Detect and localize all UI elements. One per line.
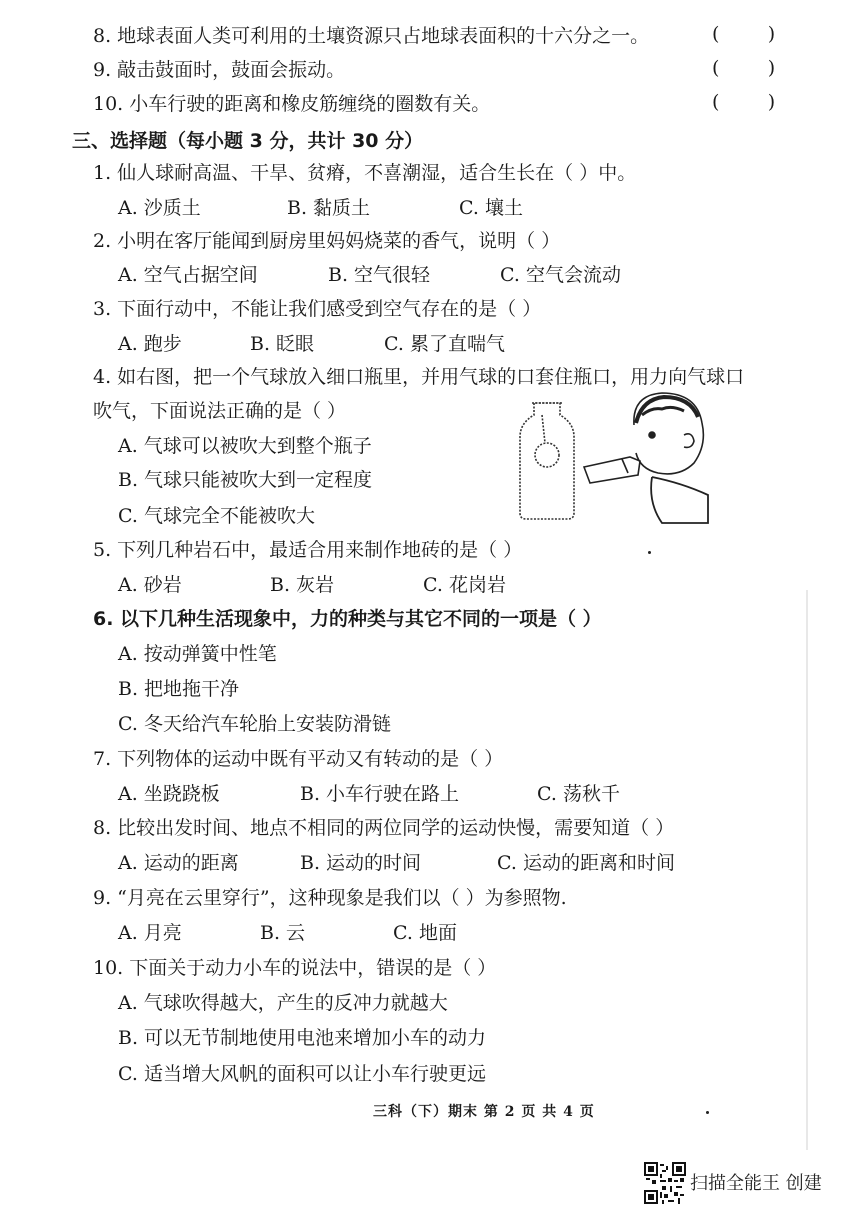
q4-option-c: C. 气球完全不能被吹大 xyxy=(118,505,315,527)
question-2: 2. 小明在客厅能闻到厨房里妈妈烧菜的香气，说明（ ） xyxy=(93,230,561,252)
q9-option-b: B. 云 xyxy=(260,922,306,944)
question-1: 1. 仙人球耐高温、干旱、贫瘠，不喜潮湿，适合生长在（ ）中。 xyxy=(93,162,637,184)
q2-option-b: B. 空气很轻 xyxy=(328,264,431,286)
question-10: 10. 下面关于动力小车的说法中，错误的是（ ） xyxy=(93,957,497,979)
q9-option-c: C. 地面 xyxy=(393,922,457,944)
qr-code-icon xyxy=(644,1162,686,1204)
q4-option-a: A. 气球可以被吹大到整个瓶子 xyxy=(118,435,372,457)
q8-option-b: B. 运动的时间 xyxy=(300,852,422,874)
q10-option-b: B. 可以无节制地使用电池来增加小车的动力 xyxy=(118,1027,487,1049)
q2-option-a: A. 空气占据空间 xyxy=(118,264,258,286)
tf-item-9: 9. 敲击鼓面时，鼓面会振动。 xyxy=(93,59,346,81)
question-9: 9. “月亮在云里穿行”，这种现象是我们以（ ）为参照物. xyxy=(93,887,567,909)
q1-option-c: C. 壤土 xyxy=(459,197,523,219)
tf-item-8: 8. 地球表面人类可利用的土壤资源只占地球表面积的十六分之一。 xyxy=(93,25,650,47)
q7-option-c: C. 荡秋千 xyxy=(537,783,620,805)
q3-option-c: C. 累了直喘气 xyxy=(384,333,505,355)
q6-option-a: A. 按动弹簧中性笔 xyxy=(118,643,277,665)
question-3: 3. 下面行动中，不能让我们感受到空气存在的是（ ） xyxy=(93,298,542,320)
q8-option-c: C. 运动的距离和时间 xyxy=(497,852,675,874)
q5-option-a: A. 砂岩 xyxy=(118,574,182,596)
question-6: 6. 以下几种生活现象中，力的种类与其它不同的一项是（ ） xyxy=(93,608,602,630)
q10-option-c: C. 适当增大风帆的面积可以让小车行驶更远 xyxy=(118,1063,486,1085)
tf-answer-blank-9: ( ) xyxy=(712,57,776,79)
scan-speck xyxy=(706,1111,709,1114)
tf-item-10: 10. 小车行驶的距离和橡皮筋缠绕的圈数有关。 xyxy=(93,93,491,115)
bottle-balloon-illustration xyxy=(512,385,712,525)
q7-option-a: A. 坐跷跷板 xyxy=(118,783,220,805)
tf-answer-blank-10: ( ) xyxy=(712,91,776,113)
page-footer: 三科（下）期末 第 2 页 共 4 页 xyxy=(373,1104,595,1120)
q3-option-b: B. 眨眼 xyxy=(250,333,315,355)
section-heading: 三、选择题（每小题 3 分，共计 30 分） xyxy=(72,130,424,152)
scan-edge-line xyxy=(806,590,808,1150)
question-5: 5. 下列几种岩石中，最适合用来制作地砖的是（ ） xyxy=(93,539,523,561)
q8-option-a: A. 运动的距离 xyxy=(118,852,239,874)
question-4: 4. 如右图，把一个气球放入细口瓶里，并用气球的口套住瓶口，用力向气球口 xyxy=(93,366,745,388)
q7-option-b: B. 小车行驶在路上 xyxy=(300,783,460,805)
q1-option-b: B. 黏质土 xyxy=(287,197,371,219)
tf-answer-blank-8: ( ) xyxy=(712,23,776,45)
q2-option-c: C. 空气会流动 xyxy=(500,264,621,286)
question-8: 8. 比较出发时间、地点不相同的两位同学的运动快慢，需要知道（ ） xyxy=(93,817,675,839)
q1-option-a: A. 沙质土 xyxy=(118,197,201,219)
q9-option-a: A. 月亮 xyxy=(118,922,182,944)
q3-option-a: A. 跑步 xyxy=(118,333,182,355)
q5-option-c: C. 花岗岩 xyxy=(423,574,506,596)
q6-option-b: B. 把地拖干净 xyxy=(118,678,240,700)
q6-option-c: C. 冬天给汽车轮胎上安装防滑链 xyxy=(118,713,391,735)
scanner-watermark-text: 扫描全能王 创建 xyxy=(690,1173,822,1194)
q5-option-b: B. 灰岩 xyxy=(270,574,335,596)
q10-option-a: A. 气球吹得越大，产生的反冲力就越大 xyxy=(118,992,448,1014)
scan-speck xyxy=(648,551,651,554)
question-4-continued: 吹气，下面说法正确的是（ ） xyxy=(93,400,347,422)
q4-option-b: B. 气球只能被吹大到一定程度 xyxy=(118,469,373,491)
question-7: 7. 下列物体的运动中既有平动又有转动的是（ ） xyxy=(93,748,504,770)
